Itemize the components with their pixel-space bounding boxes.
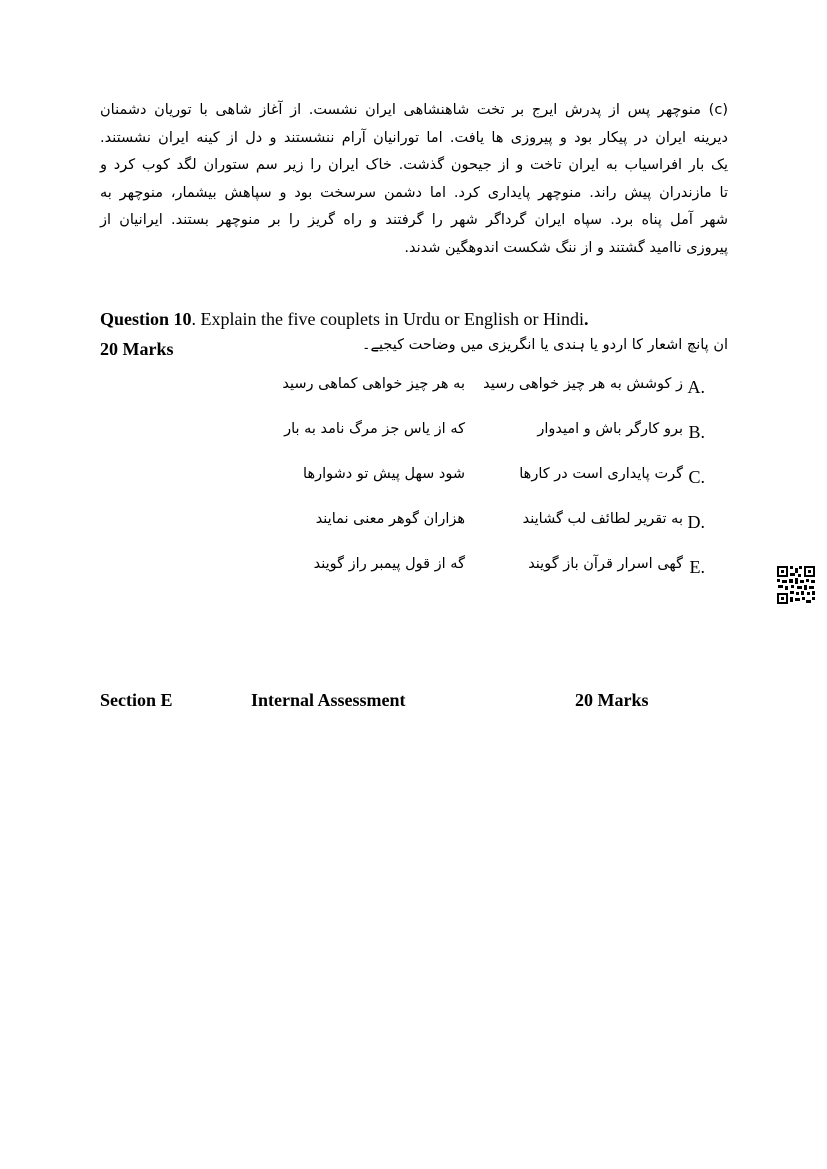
question-subline bbox=[100, 337, 728, 361]
couplet-second-hemistich: هزاران گوهر معنی نمایند bbox=[315, 511, 465, 527]
section-title: Internal Assessment bbox=[251, 690, 406, 710]
couplet-second-hemistich: که از یاس جز مرگ نامد به بار bbox=[284, 421, 465, 437]
question-end: . bbox=[583, 309, 589, 329]
question-heading bbox=[100, 309, 588, 330]
passage-line: (c) منوچهر پس از پدرش ایرج بر تخت شاهنشاهی ایران نشست. از آغاز شاهی با توریان دشمنان bbox=[100, 102, 728, 118]
couplet-first-hemistich: گرت پایداری است در کارها bbox=[519, 466, 683, 482]
question-urdu-instruction: ان پانچ اشعار کا اردو یا ہندی یا انگریزی میں وضاحت کیجیے۔ bbox=[362, 337, 728, 353]
couplet-letter: A. bbox=[687, 377, 705, 397]
couplet-second-hemistich: شود سهل پیش تو دشوارها bbox=[303, 466, 465, 482]
question-label: Question 10 bbox=[100, 309, 192, 329]
passage-line: پیروزی ناامید گشتند و از ننگ شکست اندوهگین شدند. bbox=[404, 239, 728, 256]
section-marks: 20 Marks bbox=[575, 690, 649, 710]
passage-line: تا مازندران پیش راند. منوچهر پایداری کرد. اما دشمن سرسخت بود و سپاهش بیشمار، منوچهر به bbox=[100, 184, 728, 201]
couplet-c bbox=[200, 466, 705, 490]
couplet-first-hemistich: ز کوشش به هر چیز خواهی رسید bbox=[483, 376, 683, 392]
couplet-letter: E. bbox=[689, 557, 705, 577]
couplet-d bbox=[200, 511, 705, 535]
question-marks: 20 Marks bbox=[100, 339, 174, 359]
couplet-first-hemistich: به تقریر لطائف لب گشایند bbox=[522, 511, 683, 527]
couplet-letter: B. bbox=[688, 422, 705, 442]
persian-passage bbox=[100, 97, 728, 263]
couplet-letter: D. bbox=[687, 512, 705, 532]
passage-line: شهر آمل پناه برد. سپاه ایران گرداگر شهر را گرفتند و راه گریز را بر منوچهر بستند. ایرانیان از bbox=[100, 212, 728, 229]
section-name: Section E bbox=[100, 690, 173, 710]
couplet-b bbox=[200, 421, 705, 445]
couplet-a bbox=[200, 376, 705, 400]
couplet-letter: C. bbox=[688, 467, 705, 487]
passage-line: دیرینه ایران در پیکار بود و پیروزی ها یافت. اما تورانیان آرام ننشستند و دل از کینه ایران نشستند. bbox=[100, 129, 728, 146]
passage-line: یک بار افراسیاب به ایران تاخت و از جیحون گذشت. خاک ایران را زیر سم ستوران لگد کوب کرد و bbox=[100, 157, 728, 174]
couplet-first-hemistich: برو کارگر باش و امیدوار bbox=[537, 421, 683, 437]
couplet-first-hemistich: گهی اسرار قرآن باز گویند bbox=[528, 556, 683, 572]
qr-code-icon bbox=[776, 565, 816, 605]
couplet-second-hemistich: به هر چیز خواهی کماهی رسید bbox=[282, 376, 465, 392]
couplet-e bbox=[200, 556, 705, 580]
couplet-second-hemistich: گه از قول پیمبر راز گویند bbox=[313, 556, 465, 572]
question-text: . Explain the five couplets in Urdu or English or Hindi bbox=[191, 309, 584, 329]
